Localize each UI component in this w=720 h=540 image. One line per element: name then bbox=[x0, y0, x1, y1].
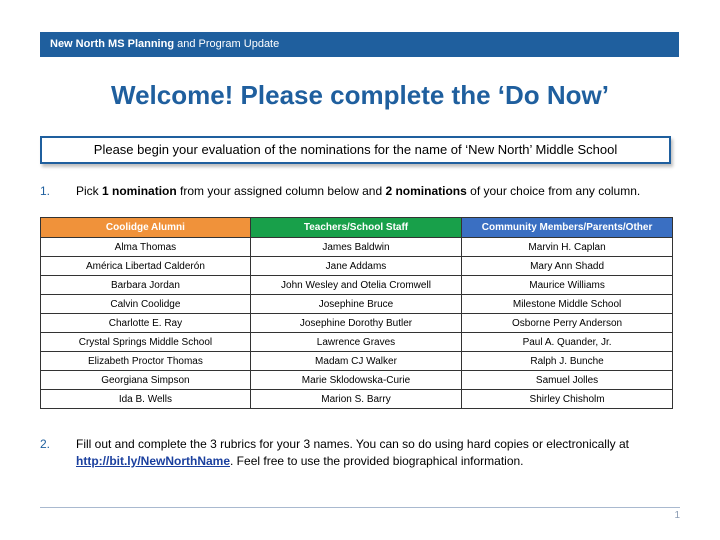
table-cell: Crystal Springs Middle School bbox=[41, 333, 251, 352]
step-1-text: Pick 1 nomination from your assigned column below and 2 nominations of your choice from any column. bbox=[76, 184, 641, 198]
table-row bbox=[41, 238, 673, 257]
nominations-table bbox=[40, 217, 673, 409]
table-row bbox=[41, 352, 673, 371]
step-2-number: 2. bbox=[40, 437, 51, 451]
table-row bbox=[41, 314, 673, 333]
table-cell: Alma Thomas bbox=[41, 238, 251, 257]
column-header-coolidge-alumni: Coolidge Alumni bbox=[41, 218, 251, 238]
header-title-bold: New North MS Planning bbox=[50, 38, 175, 50]
table-cell: Maurice Williams bbox=[462, 276, 673, 295]
table-cell: Milestone Middle School bbox=[462, 295, 673, 314]
table-cell: Charlotte E. Ray bbox=[41, 314, 251, 333]
table-cell: Elizabeth Proctor Thomas bbox=[41, 352, 251, 371]
table-cell: Samuel Jolles bbox=[462, 371, 673, 390]
step-2 bbox=[40, 436, 680, 472]
table-cell: Mary Ann Shadd bbox=[462, 257, 673, 276]
table-row bbox=[41, 276, 673, 295]
table-row bbox=[41, 295, 673, 314]
table-cell: Paul A. Quander, Jr. bbox=[462, 333, 673, 352]
header-title-rest: and Program Update bbox=[174, 38, 280, 50]
column-header-teachers-staff: Teachers/School Staff bbox=[250, 218, 461, 238]
table-cell: Jane Addams bbox=[250, 257, 461, 276]
step-1 bbox=[40, 183, 680, 201]
table-cell: Marion S. Barry bbox=[250, 390, 461, 409]
page-title: Welcome! Please complete the ‘Do Now’ bbox=[111, 80, 609, 110]
table-row bbox=[41, 257, 673, 276]
page-number: 1 bbox=[674, 510, 680, 521]
step-1-number: 1. bbox=[40, 184, 51, 198]
table-cell: John Wesley and Otelia Cromwell bbox=[250, 276, 461, 295]
table-cell: Calvin Coolidge bbox=[41, 295, 251, 314]
column-header-community: Community Members/Parents/Other bbox=[462, 218, 673, 238]
table-row bbox=[41, 371, 673, 390]
table-cell: América Libertad Calderón bbox=[41, 257, 251, 276]
table-cell: Lawrence Graves bbox=[250, 333, 461, 352]
table-cell: Marie Sklodowska-Curie bbox=[250, 371, 461, 390]
table-row bbox=[41, 390, 673, 409]
footer-divider bbox=[40, 507, 680, 508]
rubric-link[interactable]: http://bit.ly/NewNorthName bbox=[76, 454, 231, 468]
table-cell: Madam CJ Walker bbox=[250, 352, 461, 371]
table-cell: Barbara Jordan bbox=[41, 276, 251, 295]
table-cell: Marvin H. Caplan bbox=[462, 238, 673, 257]
table-cell: Josephine Bruce bbox=[250, 295, 461, 314]
header-bar bbox=[40, 32, 679, 57]
table-cell: Osborne Perry Anderson bbox=[462, 314, 673, 333]
step-2-text: Fill out and complete the 3 rubrics for your 3 names. You can so do using hard copies or electronically at http://bit.ly/NewNorthName. Feel free to use the provided biographical information. bbox=[76, 437, 629, 468]
instruction-box: Please begin your evaluation of the nominations for the name of ‘New North’ Middle School bbox=[40, 136, 671, 164]
table-cell: Georgiana Simpson bbox=[41, 371, 251, 390]
table-cell: James Baldwin bbox=[250, 238, 461, 257]
table-cell: Ida B. Wells bbox=[41, 390, 251, 409]
table-header-row bbox=[41, 218, 673, 238]
table-cell: Ralph J. Bunche bbox=[462, 352, 673, 371]
table-row bbox=[41, 333, 673, 352]
table-cell: Josephine Dorothy Butler bbox=[250, 314, 461, 333]
table-cell: Shirley Chisholm bbox=[462, 390, 673, 409]
